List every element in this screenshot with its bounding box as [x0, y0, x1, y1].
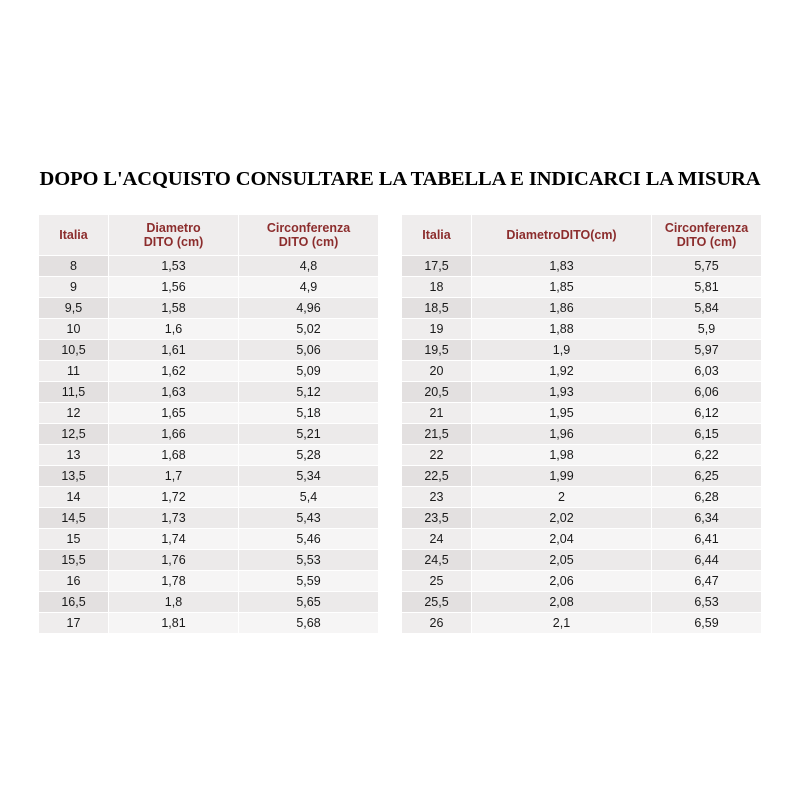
cell-circonferenza: 5,09	[239, 361, 379, 382]
cell-circonferenza: 5,02	[239, 319, 379, 340]
cell-circonferenza: 5,75	[652, 256, 762, 277]
table-row	[39, 382, 379, 403]
cell-circonferenza: 6,53	[652, 592, 762, 613]
table-row	[402, 592, 762, 613]
column-header-circonferenza	[652, 215, 762, 256]
cell-diametro: 2,05	[472, 550, 652, 571]
cell-circonferenza: 6,22	[652, 445, 762, 466]
cell-diametro: 1,66	[109, 424, 239, 445]
cell-italia: 24	[402, 529, 472, 550]
header-line-1: Circonferenza	[266, 221, 351, 235]
cell-circonferenza: 5,97	[652, 340, 762, 361]
cell-circonferenza: 5,68	[239, 613, 379, 634]
header-row	[402, 215, 762, 256]
cell-circonferenza: 6,03	[652, 361, 762, 382]
table-header-left	[39, 215, 379, 256]
cell-circonferenza: 5,59	[239, 571, 379, 592]
cell-italia: 11,5	[39, 382, 109, 403]
cell-italia: 14,5	[39, 508, 109, 529]
cell-circonferenza: 5,18	[239, 403, 379, 424]
header-row	[39, 215, 379, 256]
cell-circonferenza: 5,28	[239, 445, 379, 466]
header-line-2: DITO (cm)	[278, 235, 339, 249]
table-row	[39, 256, 379, 277]
cell-italia: 21	[402, 403, 472, 424]
table-row	[402, 613, 762, 634]
table-row	[39, 361, 379, 382]
cell-diametro: 1,99	[472, 466, 652, 487]
cell-circonferenza: 5,21	[239, 424, 379, 445]
cell-circonferenza: 4,8	[239, 256, 379, 277]
cell-circonferenza: 4,96	[239, 298, 379, 319]
cell-diametro: 1,72	[109, 487, 239, 508]
cell-italia: 16	[39, 571, 109, 592]
cell-diametro: 1,74	[109, 529, 239, 550]
cell-italia: 11	[39, 361, 109, 382]
table-row	[402, 319, 762, 340]
cell-italia: 10,5	[39, 340, 109, 361]
cell-diametro: 1,76	[109, 550, 239, 571]
table-body-right	[402, 256, 762, 634]
ring-size-table-left	[38, 214, 379, 634]
cell-diametro: 1,61	[109, 340, 239, 361]
header-line-2: DITO (cm)	[676, 235, 737, 249]
cell-circonferenza: 6,06	[652, 382, 762, 403]
cell-circonferenza: 5,34	[239, 466, 379, 487]
table-row	[39, 319, 379, 340]
table-row	[39, 571, 379, 592]
cell-diametro: 2,08	[472, 592, 652, 613]
cell-diametro: 2,1	[472, 613, 652, 634]
table-row	[39, 508, 379, 529]
cell-circonferenza: 6,41	[652, 529, 762, 550]
table-row	[39, 487, 379, 508]
cell-diametro: 1,62	[109, 361, 239, 382]
cell-italia: 9,5	[39, 298, 109, 319]
cell-circonferenza: 6,47	[652, 571, 762, 592]
cell-italia: 13	[39, 445, 109, 466]
table-row	[402, 298, 762, 319]
cell-italia: 18	[402, 277, 472, 298]
cell-italia: 15	[39, 529, 109, 550]
cell-circonferenza: 5,46	[239, 529, 379, 550]
table-row	[402, 403, 762, 424]
cell-circonferenza: 4,9	[239, 277, 379, 298]
column-header-diametro	[109, 215, 239, 256]
cell-diametro: 1,95	[472, 403, 652, 424]
cell-diametro: 1,9	[472, 340, 652, 361]
cell-circonferenza: 6,15	[652, 424, 762, 445]
size-tables-container	[38, 214, 762, 634]
cell-italia: 12	[39, 403, 109, 424]
header-line-1: Circonferenza	[664, 221, 749, 235]
cell-diametro: 1,86	[472, 298, 652, 319]
header-line-1: DiametroDITO(cm)	[506, 228, 617, 242]
cell-italia: 23	[402, 487, 472, 508]
table-row	[402, 382, 762, 403]
cell-italia: 18,5	[402, 298, 472, 319]
header-line-2: DITO (cm)	[143, 235, 204, 249]
table-row	[39, 340, 379, 361]
cell-circonferenza: 6,34	[652, 508, 762, 529]
cell-diametro: 1,68	[109, 445, 239, 466]
cell-diametro: 1,58	[109, 298, 239, 319]
table-row	[39, 298, 379, 319]
header-line-1: Italia	[422, 228, 451, 242]
cell-circonferenza: 6,28	[652, 487, 762, 508]
table-body-left	[39, 256, 379, 634]
table-row	[39, 466, 379, 487]
table-row	[402, 487, 762, 508]
table-row	[39, 550, 379, 571]
table-row	[402, 361, 762, 382]
cell-italia: 19,5	[402, 340, 472, 361]
cell-diametro: 1,8	[109, 592, 239, 613]
table-row	[402, 508, 762, 529]
header-line-1: Diametro	[146, 221, 201, 235]
column-header-italia	[39, 215, 109, 256]
cell-circonferenza: 5,65	[239, 592, 379, 613]
table-row	[39, 613, 379, 634]
table-row	[402, 550, 762, 571]
table-row	[39, 592, 379, 613]
cell-diametro: 1,81	[109, 613, 239, 634]
cell-italia: 24,5	[402, 550, 472, 571]
cell-circonferenza: 5,4	[239, 487, 379, 508]
cell-italia: 26	[402, 613, 472, 634]
table-row	[39, 403, 379, 424]
cell-italia: 15,5	[39, 550, 109, 571]
cell-italia: 25,5	[402, 592, 472, 613]
cell-diametro: 1,83	[472, 256, 652, 277]
table-row	[402, 340, 762, 361]
column-header-italia	[402, 215, 472, 256]
column-header-circonferenza	[239, 215, 379, 256]
cell-diametro: 1,96	[472, 424, 652, 445]
cell-diametro: 1,85	[472, 277, 652, 298]
cell-circonferenza: 5,12	[239, 382, 379, 403]
cell-diametro: 2,04	[472, 529, 652, 550]
table-row	[402, 529, 762, 550]
table-row	[402, 571, 762, 592]
table-row	[402, 445, 762, 466]
cell-diametro: 1,78	[109, 571, 239, 592]
cell-italia: 12,5	[39, 424, 109, 445]
table-row	[402, 424, 762, 445]
cell-circonferenza: 5,84	[652, 298, 762, 319]
cell-circonferenza: 5,9	[652, 319, 762, 340]
cell-italia: 20	[402, 361, 472, 382]
cell-italia: 16,5	[39, 592, 109, 613]
cell-circonferenza: 5,43	[239, 508, 379, 529]
cell-circonferenza: 5,53	[239, 550, 379, 571]
cell-diametro: 1,53	[109, 256, 239, 277]
cell-diametro: 1,93	[472, 382, 652, 403]
cell-circonferenza: 6,44	[652, 550, 762, 571]
cell-italia: 23,5	[402, 508, 472, 529]
cell-italia: 22,5	[402, 466, 472, 487]
cell-italia: 17	[39, 613, 109, 634]
cell-diametro: 1,65	[109, 403, 239, 424]
page-title: DOPO L'ACQUISTO CONSULTARE LA TABELLA E INDICARCI LA MISURA	[39, 168, 761, 190]
table-row	[39, 529, 379, 550]
table-row	[402, 466, 762, 487]
cell-italia: 13,5	[39, 466, 109, 487]
cell-italia: 17,5	[402, 256, 472, 277]
cell-italia: 22	[402, 445, 472, 466]
cell-diametro: 1,63	[109, 382, 239, 403]
cell-diametro: 1,56	[109, 277, 239, 298]
header-line-1: Italia	[59, 228, 88, 242]
cell-diametro: 1,7	[109, 466, 239, 487]
cell-diametro: 2,06	[472, 571, 652, 592]
cell-diametro: 1,88	[472, 319, 652, 340]
cell-italia: 20,5	[402, 382, 472, 403]
cell-diametro: 2	[472, 487, 652, 508]
column-header-diametro	[472, 215, 652, 256]
ring-size-table-right	[401, 214, 762, 634]
cell-diametro: 1,73	[109, 508, 239, 529]
cell-italia: 21,5	[402, 424, 472, 445]
cell-diametro: 1,92	[472, 361, 652, 382]
cell-circonferenza: 5,81	[652, 277, 762, 298]
cell-circonferenza: 6,25	[652, 466, 762, 487]
cell-italia: 8	[39, 256, 109, 277]
table-row	[39, 424, 379, 445]
cell-diametro: 1,98	[472, 445, 652, 466]
table-row	[39, 445, 379, 466]
cell-italia: 25	[402, 571, 472, 592]
cell-italia: 19	[402, 319, 472, 340]
table-row	[402, 277, 762, 298]
cell-diametro: 1,6	[109, 319, 239, 340]
table-row	[39, 277, 379, 298]
cell-italia: 14	[39, 487, 109, 508]
cell-italia: 10	[39, 319, 109, 340]
cell-circonferenza: 6,12	[652, 403, 762, 424]
cell-italia: 9	[39, 277, 109, 298]
table-header-right	[402, 215, 762, 256]
cell-diametro: 2,02	[472, 508, 652, 529]
cell-circonferenza: 5,06	[239, 340, 379, 361]
table-row	[402, 256, 762, 277]
cell-circonferenza: 6,59	[652, 613, 762, 634]
